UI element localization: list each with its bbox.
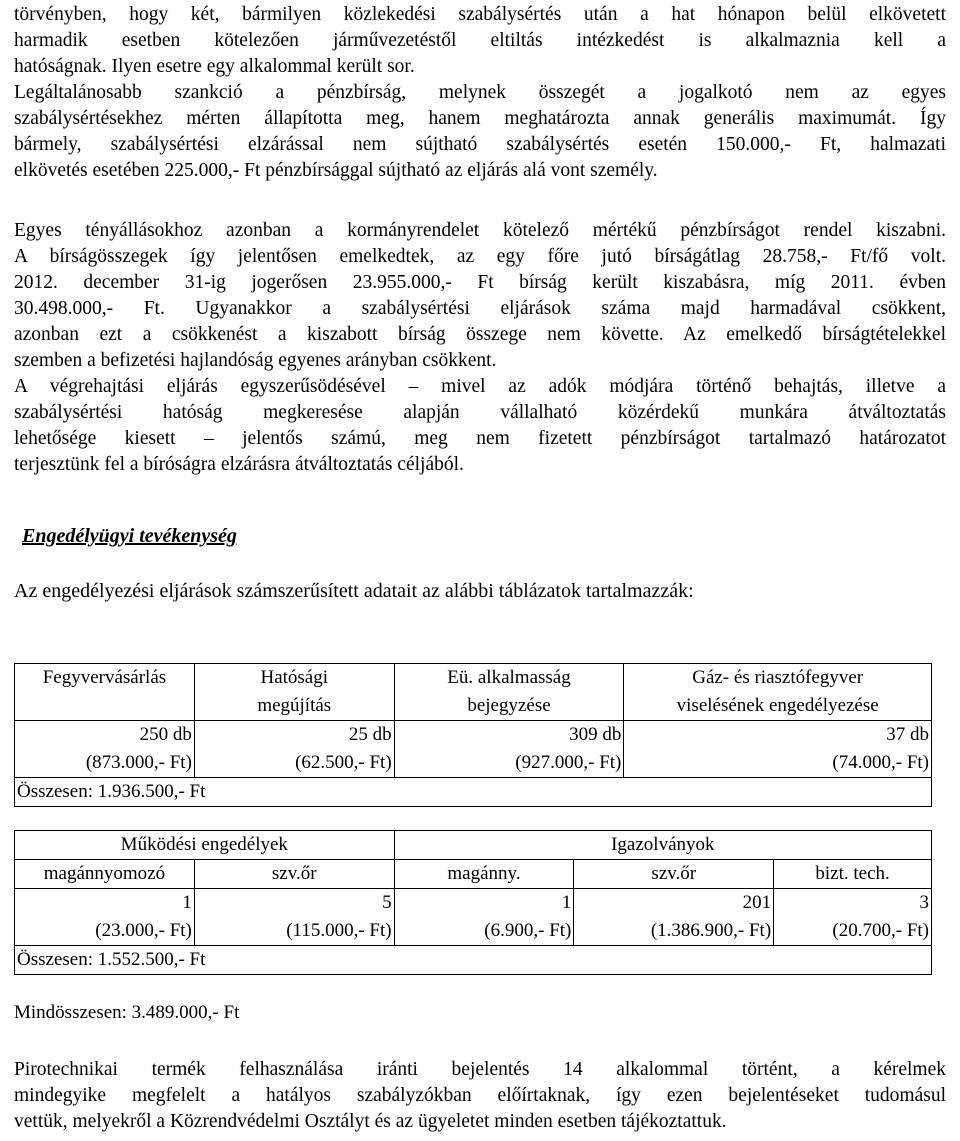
table-header-cell: bizt. tech.	[774, 860, 932, 889]
table-cell	[394, 889, 574, 946]
header-text: Gáz- és riasztófegyver	[692, 667, 864, 688]
paragraph-fines	[14, 80, 946, 184]
text-line: Legáltalánosabb szankció a pénzbírság, melynek összegét a jogalkotó nem az egyes	[14, 82, 946, 103]
text-line: A végrehajtási eljárás egyszerűsödésével – mivel az adók módjára történő behajtás, illetve a	[14, 376, 946, 397]
paragraph-license-suspension	[14, 2, 946, 80]
table-header-cell	[194, 664, 394, 721]
table-total: Összesen: 1.552.500,- Ft	[15, 946, 932, 975]
text-line: harmadik esetben kötelezően járművezetéstől eltiltás intézkedést is alkalmaznia kell a	[14, 30, 946, 51]
text-line: 2012. december 31-ig jogerősen 23.955.000,- Ft bírság került kiszabásra, míg 2011. évben	[14, 272, 946, 293]
amount-text: (927.000,- Ft)	[515, 752, 622, 773]
text-line: hatóságnak. Ilyen esetre egy alkalommal került sor.	[14, 56, 415, 77]
header-text: Fegyvervásárlás	[42, 667, 167, 688]
table-header-row	[15, 860, 932, 889]
intro-text: Az engedélyezési eljárások számszerűsített adatait az alábbi táblázatok tartalmazzák:	[14, 580, 694, 602]
count-text: 201	[742, 892, 772, 913]
count-text: 25 db	[348, 724, 392, 745]
amount-text: (23.000,- Ft)	[95, 920, 192, 941]
text-line: vettük, melyekről a Közrendvédelmi Osztályt és az ügyeletet minden esetben tájékoztattuk.	[14, 1111, 727, 1132]
table-header-cell	[15, 664, 195, 721]
table-header-row	[15, 664, 932, 721]
text-line: A bírságösszegek így jelentősen emelkedtek, az egy főre jutó bírságátlag 28.758,- Ft/fő volt.	[14, 246, 946, 267]
table-total-row	[15, 946, 932, 975]
table-header-cell	[394, 664, 624, 721]
text-line: szabálysértési hatóság megkeresése alapján vállalható közérdekű munkára átváltoztatás	[14, 402, 946, 423]
amount-text: (1.386.900,- Ft)	[650, 920, 772, 941]
text-line: törvényben, hogy két, bármilyen közlekedési szabálysértés után a hat hónapon belül elkövetett	[14, 4, 946, 25]
licensing-table-2	[14, 830, 932, 975]
text-line: bármely, szabálysértési elzárással nem sújtható szabálysértés esetén 150.000,- Ft, halmazati	[14, 134, 946, 155]
text-line: terjesztünk fel a bíróságra elzárásra átváltoztatás céljából.	[14, 454, 464, 475]
text-line: szabálysértésekhez mérten állapította meg, hanem meghatározta annak generális maximumát. Így	[14, 108, 946, 129]
table-cell	[624, 721, 932, 778]
table-header-cell	[624, 664, 932, 721]
table-cell	[194, 721, 394, 778]
amount-text: (74.000,- Ft)	[832, 752, 929, 773]
header-text: bejegyzése	[467, 695, 551, 716]
count-text: 1	[182, 892, 192, 913]
count-text: 37 db	[886, 724, 929, 745]
header-text: viselésének engedélyezése	[676, 695, 879, 716]
table-total: Összesen: 1.936.500,- Ft	[15, 778, 932, 807]
amount-text: (20.700,- Ft)	[832, 920, 929, 941]
count-text: 250 db	[139, 724, 192, 745]
table-cell	[194, 889, 394, 946]
count-text: 3	[919, 892, 929, 913]
amount-text: (62.500,- Ft)	[295, 752, 392, 773]
table-header-cell: magánny.	[394, 860, 574, 889]
text-line: Egyes tényállásokhoz azonban a kormányrendelet kötelező mértékű pénzbírságot rendel kiszabni.	[14, 220, 946, 241]
text-line: lehetősége kiesett – jelentős számú, meg nem fizetett pénzbírságot tartalmazó határozatot	[14, 428, 946, 449]
table-row	[15, 889, 932, 946]
text-line: azonban ezt a csökkenést a kiszabott bírság összege nem követte. Az emelkedő bírságtételekkel	[14, 324, 946, 345]
count-text: 309 db	[569, 724, 622, 745]
table-cell	[15, 721, 195, 778]
table-cell	[574, 889, 774, 946]
section-title: Engedélyügyi tevékenység	[22, 525, 237, 547]
table-header-cell: szv.őr	[194, 860, 394, 889]
header-text: Hatósági	[260, 667, 329, 688]
text-line: szemben a befizetési hajlandóság egyenes arányban csökkent.	[14, 350, 497, 371]
text-line: mindegyike megfelelt a hatályos szabályzókban előírtaknak, így ezen bejelentéseket tudomásul	[14, 1085, 946, 1106]
count-text: 1	[561, 892, 572, 913]
table-cell	[774, 889, 932, 946]
paragraph-pyrotechnics	[14, 1057, 946, 1135]
table-total-row	[15, 778, 932, 807]
header-text: Eü. alkalmasság	[447, 667, 571, 688]
header-text: megújítás	[257, 695, 332, 716]
licensing-table-1	[14, 663, 932, 807]
table-cell	[15, 889, 195, 946]
amount-text: (6.900,- Ft)	[484, 920, 572, 941]
count-text: 5	[382, 892, 392, 913]
group-header-id-cards: Igazolványok	[394, 831, 931, 860]
amount-text: (873.000,- Ft)	[85, 752, 192, 773]
table-cell	[394, 721, 624, 778]
table-header-cell: szv.őr	[574, 860, 774, 889]
group-header-operating-licenses: Működési engedélyek	[15, 831, 395, 860]
grand-total: Mindösszesen: 3.489.000,- Ft	[14, 1002, 240, 1023]
table-header-cell: magánnyomozó	[15, 860, 195, 889]
text-line: Pirotechnikai termék felhasználása iránti bejelentés 14 alkalommal történt, a kérelmek	[14, 1059, 946, 1080]
paragraph-fine-statistics	[14, 218, 946, 374]
amount-text: (115.000,- Ft)	[286, 920, 392, 941]
table-group-row	[15, 831, 932, 860]
text-line: 30.498.000,- Ft. Ugyanakkor a szabálysértési eljárások száma majd harmadával csökkent,	[14, 298, 946, 319]
text-line: elkövetés esetében 225.000,- Ft pénzbírsággal sújtható az eljárás alá vont személy.	[14, 160, 658, 181]
paragraph-enforcement	[14, 374, 946, 478]
table-row	[15, 721, 932, 778]
